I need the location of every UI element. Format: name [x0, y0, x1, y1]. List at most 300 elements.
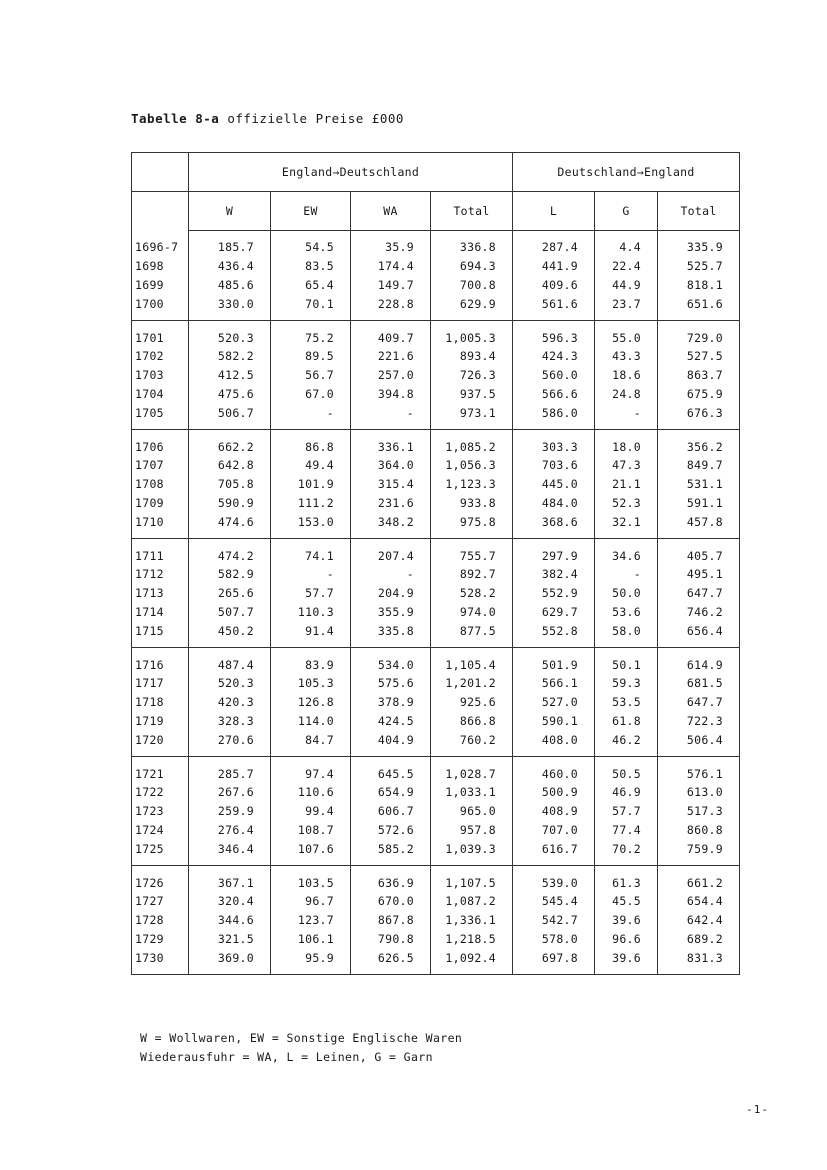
year-cell: 1698 [132, 257, 189, 276]
value-cell: 44.9 [595, 276, 658, 295]
value-cell: 153.0 [271, 512, 351, 538]
value-cell: 539.0 [513, 866, 595, 892]
value-cell: 18.0 [595, 430, 658, 456]
value-cell: 629.9 [431, 294, 513, 320]
value-cell: 420.3 [189, 693, 271, 712]
value-cell: 1,085.2 [431, 430, 513, 456]
value-cell: 697.8 [513, 948, 595, 974]
value-cell: 24.8 [595, 385, 658, 404]
legend-line: W = Wollwaren, EW = Sonstige Englische Waren [140, 1031, 463, 1045]
value-cell: 114.0 [271, 712, 351, 731]
value-cell: 642.4 [658, 911, 740, 930]
column-header-row [132, 192, 740, 231]
value-cell: 525.7 [658, 257, 740, 276]
value-cell: 285.7 [189, 757, 271, 783]
value-cell: 450.2 [189, 621, 271, 647]
value-cell: 517.3 [658, 802, 740, 821]
value-cell: 83.5 [271, 257, 351, 276]
value-cell: 204.9 [351, 584, 431, 603]
value-cell: 111.2 [271, 494, 351, 513]
year-cell: 1724 [132, 821, 189, 840]
value-cell: 759.9 [658, 839, 740, 865]
value-cell: 705.8 [189, 475, 271, 494]
table-row [132, 757, 740, 783]
value-cell: 507.7 [189, 603, 271, 622]
value-cell: 356.2 [658, 430, 740, 456]
column-header-total-export: Total [431, 192, 513, 231]
value-cell: 474.2 [189, 539, 271, 565]
value-cell: 4.4 [595, 231, 658, 257]
year-cell: 1713 [132, 584, 189, 603]
value-cell: 367.1 [189, 866, 271, 892]
table-row [132, 839, 740, 865]
value-cell: 409.7 [351, 321, 431, 347]
value-cell: 95.9 [271, 948, 351, 974]
table-row [132, 366, 740, 385]
value-cell: 106.1 [271, 930, 351, 949]
value-cell: - [271, 403, 351, 429]
value-cell: 485.6 [189, 276, 271, 295]
year-cell: 1701 [132, 321, 189, 347]
value-cell: 1,105.4 [431, 648, 513, 674]
value-cell: 315.4 [351, 475, 431, 494]
year-cell: 1716 [132, 648, 189, 674]
year-cell: 1717 [132, 674, 189, 693]
value-cell: 506.4 [658, 730, 740, 756]
value-cell: 582.9 [189, 565, 271, 584]
table-row [132, 712, 740, 731]
value-cell: 694.3 [431, 257, 513, 276]
table-row [132, 730, 740, 756]
value-cell: 108.7 [271, 821, 351, 840]
value-cell: 933.8 [431, 494, 513, 513]
value-cell: 50.1 [595, 648, 658, 674]
value-cell: 863.7 [658, 366, 740, 385]
value-cell: 39.6 [595, 948, 658, 974]
value-cell: 596.3 [513, 321, 595, 347]
value-cell: 221.6 [351, 347, 431, 366]
table-row [132, 603, 740, 622]
value-cell: 849.7 [658, 456, 740, 475]
year-cell: 1700 [132, 294, 189, 320]
value-cell: 760.2 [431, 730, 513, 756]
value-cell: 91.4 [271, 621, 351, 647]
value-cell: 34.6 [595, 539, 658, 565]
value-cell: 96.6 [595, 930, 658, 949]
value-cell: 506.7 [189, 403, 271, 429]
value-cell: 552.9 [513, 584, 595, 603]
table-caption: offizielle Preise £000 [227, 111, 404, 126]
value-cell: 676.3 [658, 403, 740, 429]
value-cell: 520.3 [189, 321, 271, 347]
value-cell: 43.3 [595, 347, 658, 366]
value-cell: 436.4 [189, 257, 271, 276]
value-cell: 65.4 [271, 276, 351, 295]
year-cell: 1720 [132, 730, 189, 756]
value-cell: 642.8 [189, 456, 271, 475]
value-cell: 566.6 [513, 385, 595, 404]
table-row [132, 948, 740, 974]
value-cell: 257.0 [351, 366, 431, 385]
year-cell: 1727 [132, 892, 189, 911]
table-row [132, 565, 740, 584]
value-cell: 32.1 [595, 512, 658, 538]
legend-line: Wiederausfuhr = WA, L = Leinen, G = Garn [140, 1050, 433, 1064]
value-cell: 86.8 [271, 430, 351, 456]
value-cell: 67.0 [271, 385, 351, 404]
value-cell: 681.5 [658, 674, 740, 693]
value-cell: 651.6 [658, 294, 740, 320]
year-cell: 1719 [132, 712, 189, 731]
value-cell: 174.4 [351, 257, 431, 276]
value-cell: - [595, 403, 658, 429]
value-cell: 572.6 [351, 821, 431, 840]
value-cell: 228.8 [351, 294, 431, 320]
table-row [132, 674, 740, 693]
value-cell: 265.6 [189, 584, 271, 603]
price-table [131, 152, 740, 975]
value-cell: 368.6 [513, 512, 595, 538]
value-cell: - [595, 565, 658, 584]
value-cell: 424.3 [513, 347, 595, 366]
value-cell: 75.2 [271, 321, 351, 347]
value-cell: 404.9 [351, 730, 431, 756]
legend [140, 1029, 462, 1067]
value-cell: 729.0 [658, 321, 740, 347]
year-cell: 1721 [132, 757, 189, 783]
table-row [132, 347, 740, 366]
value-cell: 1,087.2 [431, 892, 513, 911]
year-cell: 1708 [132, 475, 189, 494]
value-cell: 867.8 [351, 911, 431, 930]
value-cell: 1,336.1 [431, 911, 513, 930]
table-row [132, 403, 740, 429]
value-cell: 336.1 [351, 430, 431, 456]
value-cell: 46.9 [595, 783, 658, 802]
year-cell: 1718 [132, 693, 189, 712]
value-cell: 957.8 [431, 821, 513, 840]
value-cell: 647.7 [658, 693, 740, 712]
value-cell: 534.0 [351, 648, 431, 674]
table-row [132, 621, 740, 647]
value-cell: 330.0 [189, 294, 271, 320]
table-row [132, 911, 740, 930]
value-cell: 626.5 [351, 948, 431, 974]
value-cell: 937.5 [431, 385, 513, 404]
group-header-england-germany: England→Deutschland [189, 153, 513, 192]
value-cell: 70.2 [595, 839, 658, 865]
table-row [132, 294, 740, 320]
value-cell: 590.1 [513, 712, 595, 731]
column-header-g: G [595, 192, 658, 231]
value-cell: 585.2 [351, 839, 431, 865]
value-cell: 1,039.3 [431, 839, 513, 865]
table-row [132, 494, 740, 513]
value-cell: 460.0 [513, 757, 595, 783]
value-cell: 866.8 [431, 712, 513, 731]
table-row [132, 866, 740, 892]
value-cell: 267.6 [189, 783, 271, 802]
year-cell: 1723 [132, 802, 189, 821]
value-cell: 53.5 [595, 693, 658, 712]
value-cell: 790.8 [351, 930, 431, 949]
value-cell: 965.0 [431, 802, 513, 821]
year-cell: 1702 [132, 347, 189, 366]
value-cell: 495.1 [658, 565, 740, 584]
value-cell: 320.4 [189, 892, 271, 911]
table-row [132, 430, 740, 456]
value-cell: 1,107.5 [431, 866, 513, 892]
value-cell: 675.9 [658, 385, 740, 404]
value-cell: 755.7 [431, 539, 513, 565]
value-cell: 35.9 [351, 231, 431, 257]
value-cell: 97.4 [271, 757, 351, 783]
value-cell: 89.5 [271, 347, 351, 366]
value-cell: 57.7 [595, 802, 658, 821]
value-cell: 355.9 [351, 603, 431, 622]
column-header-ew: EW [271, 192, 351, 231]
table-row [132, 512, 740, 538]
value-cell: 57.7 [271, 584, 351, 603]
table-row [132, 821, 740, 840]
table-row [132, 257, 740, 276]
value-cell: 662.2 [189, 430, 271, 456]
value-cell: 18.6 [595, 366, 658, 385]
value-cell: 149.7 [351, 276, 431, 295]
value-cell: 531.1 [658, 475, 740, 494]
value-cell: 591.1 [658, 494, 740, 513]
value-cell: 893.4 [431, 347, 513, 366]
value-cell: 560.0 [513, 366, 595, 385]
value-cell: 52.3 [595, 494, 658, 513]
column-header-l: L [513, 192, 595, 231]
value-cell: 297.9 [513, 539, 595, 565]
value-cell: 101.9 [271, 475, 351, 494]
value-cell: 231.6 [351, 494, 431, 513]
value-cell: 394.8 [351, 385, 431, 404]
value-cell: 501.9 [513, 648, 595, 674]
value-cell: 689.2 [658, 930, 740, 949]
value-cell: 23.7 [595, 294, 658, 320]
year-cell: 1725 [132, 839, 189, 865]
value-cell: 1,218.5 [431, 930, 513, 949]
value-cell: 105.3 [271, 674, 351, 693]
table-row [132, 584, 740, 603]
column-header-total-import: Total [658, 192, 740, 231]
value-cell: 700.8 [431, 276, 513, 295]
value-cell: 484.0 [513, 494, 595, 513]
year-cell: 1711 [132, 539, 189, 565]
value-cell: 50.0 [595, 584, 658, 603]
table-row [132, 276, 740, 295]
value-cell: - [271, 565, 351, 584]
value-cell: 703.6 [513, 456, 595, 475]
value-cell: 74.1 [271, 539, 351, 565]
year-cell: 1726 [132, 866, 189, 892]
year-cell: 1703 [132, 366, 189, 385]
value-cell: 110.6 [271, 783, 351, 802]
value-cell: 77.4 [595, 821, 658, 840]
value-cell: 321.5 [189, 930, 271, 949]
value-cell: 726.3 [431, 366, 513, 385]
year-cell: 1728 [132, 911, 189, 930]
value-cell: 475.6 [189, 385, 271, 404]
value-cell: 21.1 [595, 475, 658, 494]
value-cell: 831.3 [658, 948, 740, 974]
value-cell: 348.2 [351, 512, 431, 538]
year-cell: 1704 [132, 385, 189, 404]
value-cell: 613.0 [658, 783, 740, 802]
value-cell: 378.9 [351, 693, 431, 712]
corner-cell [132, 153, 189, 192]
value-cell: 575.6 [351, 674, 431, 693]
year-cell: 1707 [132, 456, 189, 475]
value-cell: 1,033.1 [431, 783, 513, 802]
value-cell: 369.0 [189, 948, 271, 974]
year-cell: 1729 [132, 930, 189, 949]
value-cell: 542.7 [513, 911, 595, 930]
value-cell: 409.6 [513, 276, 595, 295]
value-cell: 328.3 [189, 712, 271, 731]
year-cell: 1696-7 [132, 231, 189, 257]
value-cell: 123.7 [271, 911, 351, 930]
value-cell: 408.9 [513, 802, 595, 821]
value-cell: 46.2 [595, 730, 658, 756]
value-cell: 566.1 [513, 674, 595, 693]
value-cell: 59.3 [595, 674, 658, 693]
value-cell: 61.3 [595, 866, 658, 892]
value-cell: 126.8 [271, 693, 351, 712]
value-cell: 336.8 [431, 231, 513, 257]
value-cell: 185.7 [189, 231, 271, 257]
value-cell: 629.7 [513, 603, 595, 622]
year-cell: 1715 [132, 621, 189, 647]
value-cell: 54.5 [271, 231, 351, 257]
value-cell: 892.7 [431, 565, 513, 584]
value-cell: 545.4 [513, 892, 595, 911]
value-cell: 582.2 [189, 347, 271, 366]
value-cell: 645.5 [351, 757, 431, 783]
value-cell: 487.4 [189, 648, 271, 674]
group-header-germany-england: Deutschland→England [513, 153, 740, 192]
value-cell: 70.1 [271, 294, 351, 320]
value-cell: 616.7 [513, 839, 595, 865]
value-cell: 259.9 [189, 802, 271, 821]
value-cell: 527.0 [513, 693, 595, 712]
value-cell: 877.5 [431, 621, 513, 647]
value-cell: 445.0 [513, 475, 595, 494]
table-number: Tabelle 8-a [131, 111, 220, 126]
table-row [132, 385, 740, 404]
value-cell: 96.7 [271, 892, 351, 911]
value-cell: 925.6 [431, 693, 513, 712]
year-cell: 1714 [132, 603, 189, 622]
table-row [132, 783, 740, 802]
value-cell: 661.2 [658, 866, 740, 892]
value-cell: 722.3 [658, 712, 740, 731]
table-row [132, 930, 740, 949]
value-cell: 287.4 [513, 231, 595, 257]
value-cell: 39.6 [595, 911, 658, 930]
value-cell: 528.2 [431, 584, 513, 603]
table-row [132, 456, 740, 475]
value-cell: 746.2 [658, 603, 740, 622]
year-cell: 1712 [132, 565, 189, 584]
value-cell: 975.8 [431, 512, 513, 538]
table-row [132, 231, 740, 257]
corner-cell [132, 192, 189, 231]
value-cell: 335.8 [351, 621, 431, 647]
value-cell: 346.4 [189, 839, 271, 865]
value-cell: 364.0 [351, 456, 431, 475]
year-cell: 1706 [132, 430, 189, 456]
value-cell: 707.0 [513, 821, 595, 840]
value-cell: 654.4 [658, 892, 740, 911]
value-cell: 335.9 [658, 231, 740, 257]
year-cell: 1710 [132, 512, 189, 538]
page-number: -1- [746, 1103, 769, 1116]
value-cell: 405.7 [658, 539, 740, 565]
value-cell: 270.6 [189, 730, 271, 756]
value-cell: 110.3 [271, 603, 351, 622]
value-cell: - [351, 565, 431, 584]
value-cell: 276.4 [189, 821, 271, 840]
value-cell: 1,028.7 [431, 757, 513, 783]
value-cell: 590.9 [189, 494, 271, 513]
value-cell: 107.6 [271, 839, 351, 865]
value-cell: 45.5 [595, 892, 658, 911]
year-cell: 1730 [132, 948, 189, 974]
value-cell: 1,201.2 [431, 674, 513, 693]
value-cell: 457.8 [658, 512, 740, 538]
value-cell: 578.0 [513, 930, 595, 949]
table-row [132, 693, 740, 712]
table-body [132, 231, 740, 975]
value-cell: 58.0 [595, 621, 658, 647]
table-title [131, 111, 404, 126]
table-row [132, 892, 740, 911]
value-cell: 207.4 [351, 539, 431, 565]
value-cell: 303.3 [513, 430, 595, 456]
value-cell: 656.4 [658, 621, 740, 647]
value-cell: 49.4 [271, 456, 351, 475]
year-cell: 1722 [132, 783, 189, 802]
value-cell: 84.7 [271, 730, 351, 756]
table-row [132, 475, 740, 494]
value-cell: 1,005.3 [431, 321, 513, 347]
value-cell: 441.9 [513, 257, 595, 276]
value-cell: 973.1 [431, 403, 513, 429]
value-cell: 860.8 [658, 821, 740, 840]
value-cell: 424.5 [351, 712, 431, 731]
value-cell: 586.0 [513, 403, 595, 429]
value-cell: 561.6 [513, 294, 595, 320]
column-header-wa: WA [351, 192, 431, 231]
value-cell: 53.6 [595, 603, 658, 622]
value-cell: 344.6 [189, 911, 271, 930]
value-cell: 408.0 [513, 730, 595, 756]
value-cell: 382.4 [513, 565, 595, 584]
table-row [132, 648, 740, 674]
value-cell: 50.5 [595, 757, 658, 783]
value-cell: 606.7 [351, 802, 431, 821]
value-cell: 1,056.3 [431, 456, 513, 475]
group-header-row [132, 153, 740, 192]
value-cell: 83.9 [271, 648, 351, 674]
value-cell: 647.7 [658, 584, 740, 603]
table-row [132, 802, 740, 821]
value-cell: 412.5 [189, 366, 271, 385]
